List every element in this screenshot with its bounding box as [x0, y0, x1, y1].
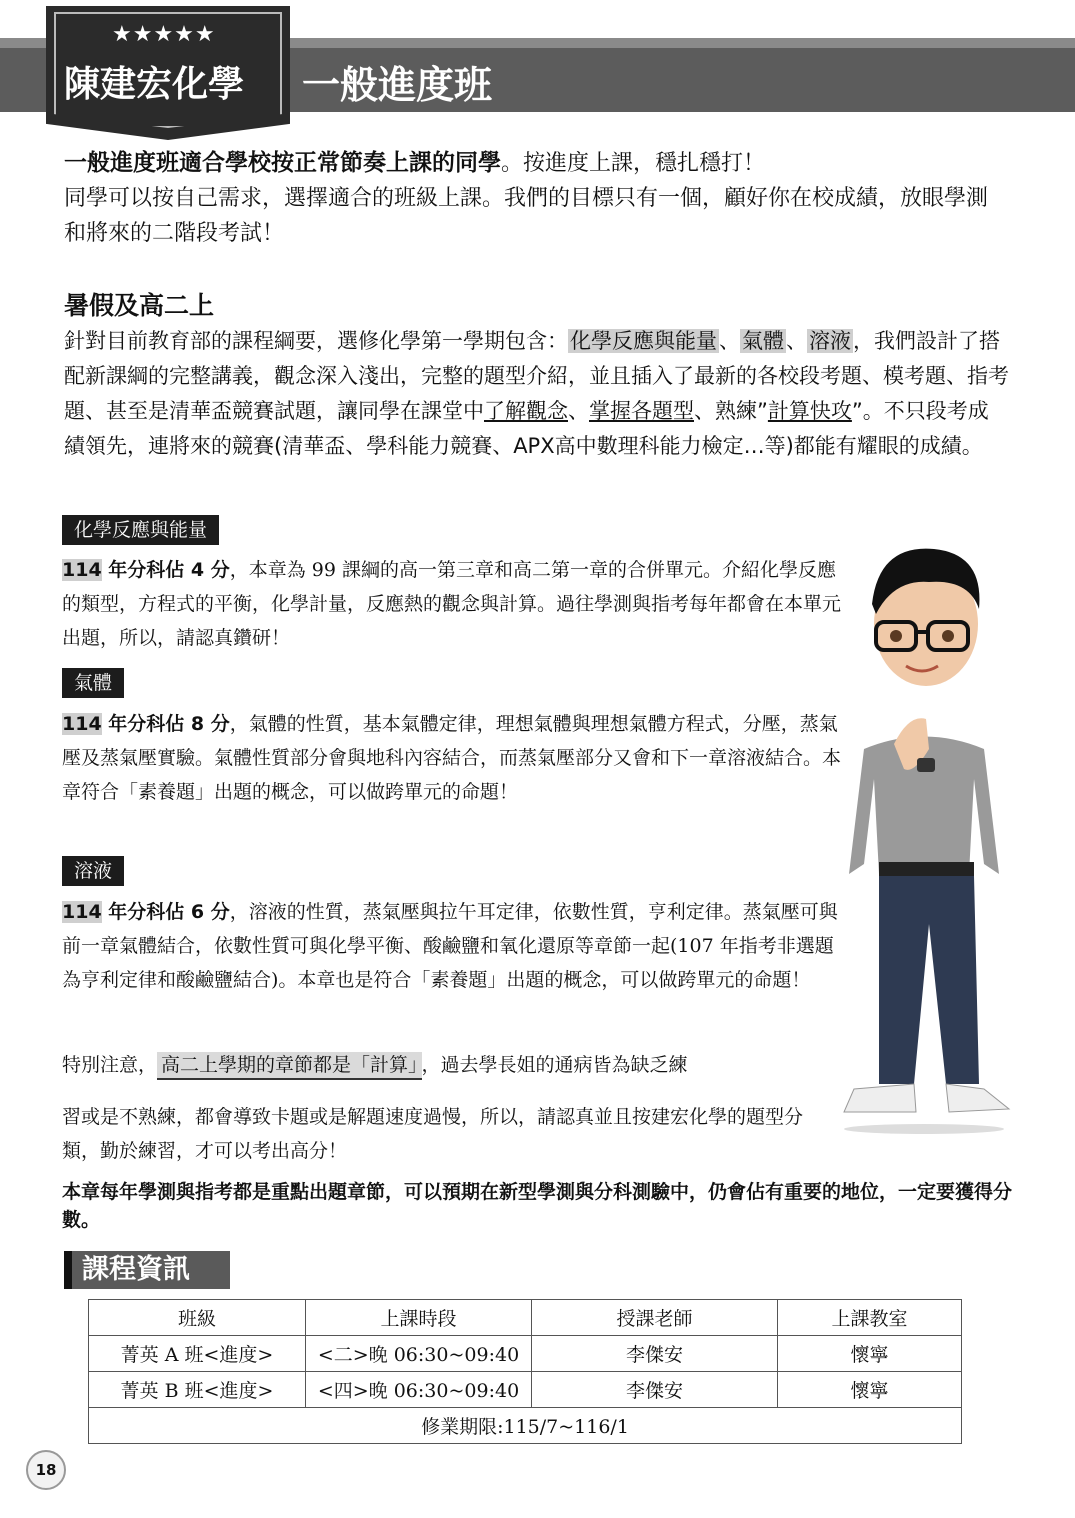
summer-text-d: 、熟練”: [694, 399, 768, 423]
table-footer: 修業期限:115/7~116/1: [89, 1408, 962, 1444]
table-cell: 懷寧: [778, 1372, 962, 1408]
table-header-row: [89, 1300, 962, 1336]
section-heading: 暑假及高二上: [64, 291, 215, 320]
table-cell: <四>晚 06:30~09:40: [306, 1372, 532, 1408]
chapter-paragraph: [62, 707, 852, 809]
intro-lead-rest: 。按進度上課，穩扎穩打！: [501, 151, 766, 176]
underlined-phrase: 掌握各題型: [589, 399, 694, 423]
brand-name: 陳建宏化學: [64, 64, 245, 105]
intro-lead: 一般進度班適合學校按正常節奏上課的同學: [64, 150, 501, 176]
page-title: 一般進度班: [302, 63, 493, 107]
exam-year: 114: [62, 559, 102, 581]
table-cell: 李傑安: [532, 1336, 778, 1372]
summer-text-c: 、: [568, 399, 589, 423]
chapter-paragraph: [62, 553, 852, 655]
chapter-paragraph: [62, 895, 852, 997]
note-continued: 習或是不熟練，都會導致卡題或是解題速度過慢，所以，請認真並且按建宏化學的題型分類，勤於練習，才可以考出高分！: [62, 1106, 804, 1162]
exam-unit: 分: [204, 559, 230, 581]
summer-paragraph: [64, 324, 1009, 464]
column-header: 上課教室: [778, 1300, 962, 1336]
page-number: 18: [26, 1450, 66, 1490]
intro-line2: 同學可以按自己需求，選擇適合的班級上課。我們的目標只有一個，顧好你在校成績，放眼學測和將來的二階段考試！: [64, 186, 989, 246]
underlined-phrase: 了解觀念: [484, 399, 568, 423]
column-header: 授課老師: [532, 1300, 778, 1336]
table-footer-row: [89, 1408, 962, 1444]
table-row: [89, 1336, 962, 1372]
exam-year: 114: [62, 901, 102, 923]
teacher-illustration: [834, 544, 1014, 1134]
topic-highlight: 溶液: [809, 329, 851, 353]
exam-weight: [62, 901, 230, 923]
table-cell: 菁英 B 班<進度>: [89, 1372, 306, 1408]
star-rating-icon: ★★★★★: [112, 22, 216, 47]
exam-points: 6: [190, 901, 205, 923]
chapter-tag: 化學反應與能量: [62, 515, 219, 545]
summer-text-b: ，我們設計了搭配新課綱的完整講義，觀念深入淺出，完整的題型介紹，並且插入了最新的各校段考題、模考題、指考題、甚至是清華盃競賽試題，讓同學在課堂中: [64, 329, 1009, 423]
intro-paragraph: [64, 146, 1009, 251]
course-info-table: [88, 1299, 962, 1444]
exam-points: 8: [190, 713, 205, 735]
separator: 、: [786, 329, 807, 353]
exam-weight: [62, 713, 230, 735]
topic-highlight: 氣體: [742, 329, 784, 353]
special-note: [62, 1050, 688, 1077]
exam-weight: [62, 559, 230, 581]
table-row: [89, 1372, 962, 1408]
chapter-body: ，氣體的性質，基本氣體定律，理想氣體與理想氣體方程式，分壓，蒸氣壓及蒸氣壓實驗。氣體性質部分會與地科內容結合，而蒸氣壓部分又會和下一章溶液結合。本章符合「素養題」出題的概念，可以做跨單元的命題！: [62, 713, 842, 803]
table-cell: 懷寧: [778, 1336, 962, 1372]
table-cell: <二>晚 06:30~09:40: [306, 1336, 532, 1372]
chapter-tag: 氣體: [62, 668, 124, 698]
chapter-body: ，本章為 99 課綱的高一第三章和高二第一章的合併單元。介紹化學反應的類型，方程式的平衡，化學計量，反應熱的觀念與計算。過往學測與指考每年都會在本單元出題，所以，請認真鑽研！: [62, 559, 842, 649]
table-cell: 菁英 A 班<進度>: [89, 1336, 306, 1372]
column-header: 上課時段: [306, 1300, 532, 1336]
chapter-tag: 溶液: [62, 856, 124, 886]
note-prefix: 特別注意，: [62, 1054, 158, 1076]
summer-text-a: 針對目前教育部的課程綱要，選修化學第一學期包含：: [64, 329, 568, 353]
table-cell: 李傑安: [532, 1372, 778, 1408]
exam-weight-text: 年分科佔: [101, 901, 191, 923]
separator: 、: [719, 329, 740, 353]
exam-year: 114: [62, 713, 102, 735]
exam-weight-text: 年分科佔: [101, 713, 191, 735]
summer-text-e: ”。不只段考成績領先，連將來的競賽(清華盃、學科能力競賽、APX高中數理科能力檢定…等)都能有耀眼的成績。: [64, 399, 989, 458]
exam-points: 4: [190, 559, 205, 581]
note-suffix: ，過去學長姐的通病皆為缺乏練: [421, 1054, 688, 1076]
course-info-heading: 課程資訊: [64, 1251, 230, 1289]
topic-highlight: 化學反應與能量: [570, 329, 717, 353]
note-emphasis: 本章每年學測與指考都是重點出題章節，可以預期在新型學測與分科測驗中，仍會佔有重要的地位，一定要獲得分數。: [62, 1181, 1013, 1231]
note-boxed-phrase: 高二上學期的章節都是「計算」: [157, 1052, 422, 1080]
exam-weight-text: 年分科佔: [101, 559, 191, 581]
chapter-body: ，溶液的性質，蒸氣壓與拉午耳定律，依數性質，亨利定律。蒸氣壓可與前一章氣體結合，依數性質可與化學平衡、酸鹼鹽和氧化還原等章節一起(107 年指考非選題為亨利定律和酸鹼鹽結合)。本章也是符合「素養題」出題的概念，可以做跨單元的命題！: [62, 901, 838, 991]
column-header: 班級: [89, 1300, 306, 1336]
underlined-phrase: 計算快攻: [767, 399, 852, 423]
exam-unit: 分: [204, 901, 230, 923]
exam-unit: 分: [204, 713, 230, 735]
